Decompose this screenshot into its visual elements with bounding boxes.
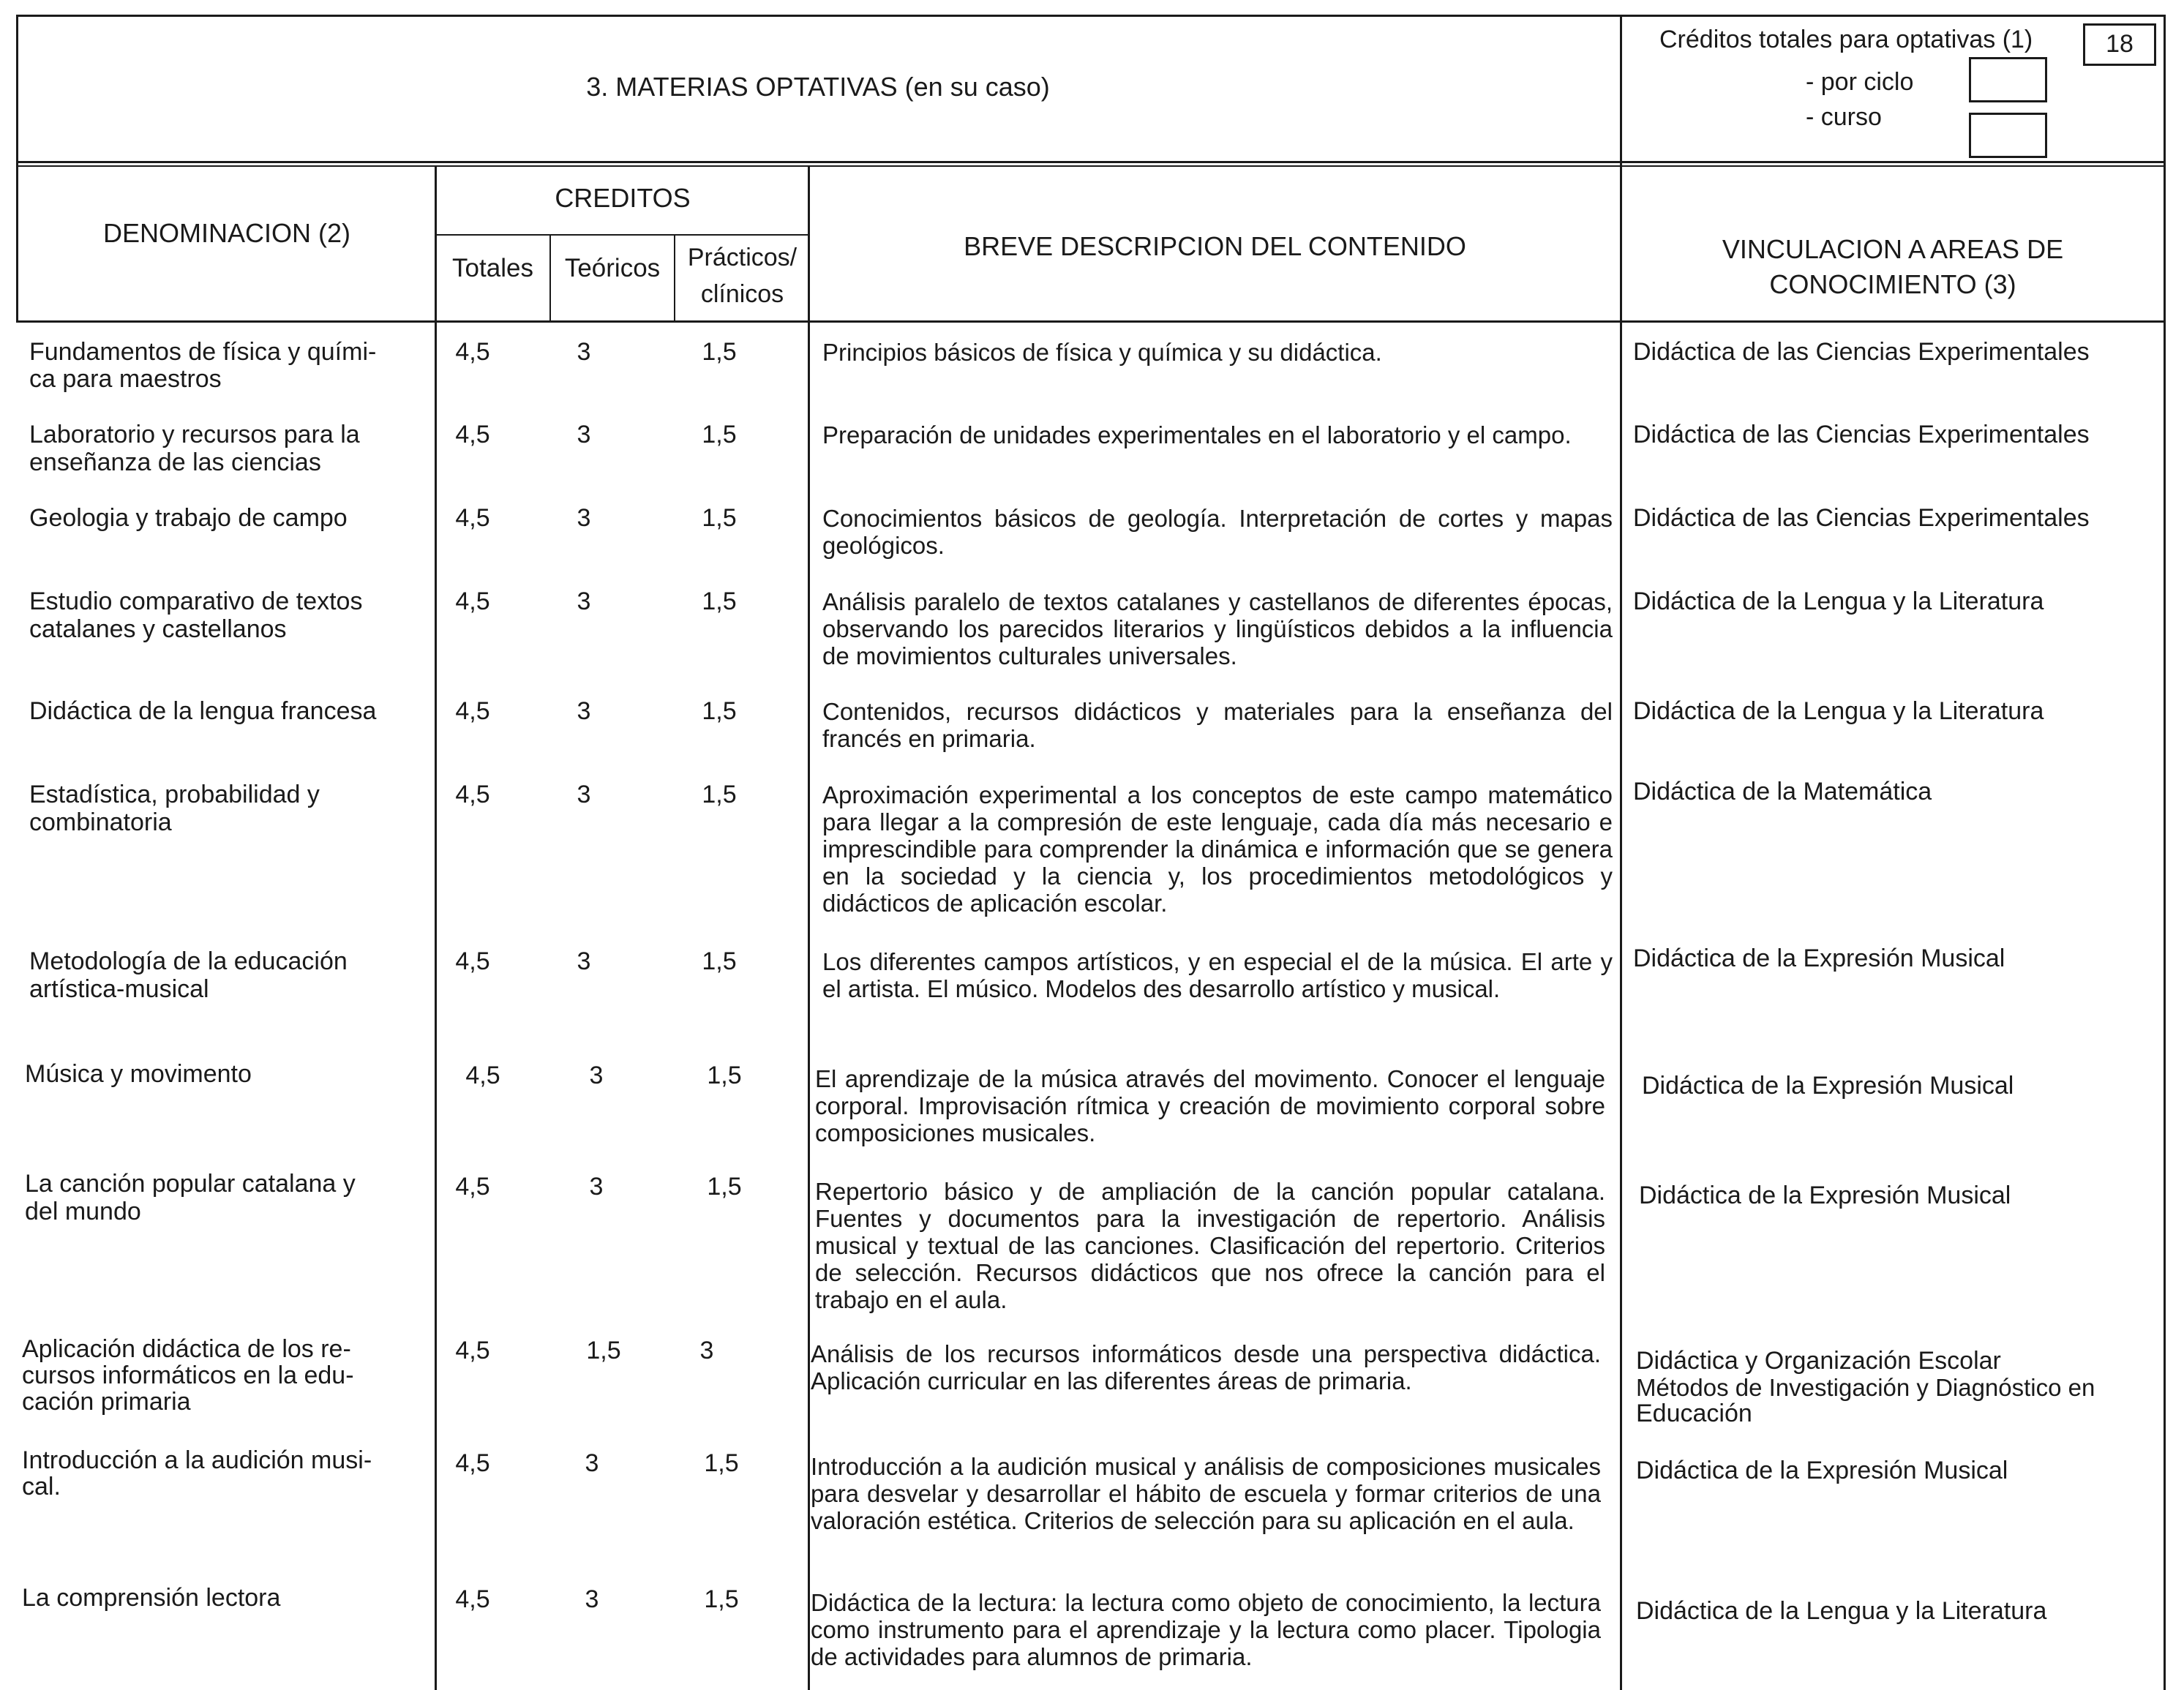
practicos-cell: 1,5 — [702, 504, 737, 532]
denominacion-line: Estudio comparativo de textos — [29, 587, 363, 615]
practicos-cell: 1,5 — [702, 338, 737, 366]
col-header-descripcion: BREVE DESCRIPCION DEL CONTENIDO — [964, 231, 1466, 261]
practicos-cell: 1,5 — [707, 1062, 742, 1089]
denominacion-line: Fundamentos de física y quími- — [29, 338, 377, 366]
col-desc-left — [808, 165, 810, 1690]
totales-cell: 4,5 — [455, 587, 490, 615]
vinculacion-line: Didáctica de la Lengua y la Literatura — [1633, 587, 2044, 615]
header-row-bottom — [16, 320, 2165, 323]
col-header-totales: Totales — [452, 254, 533, 282]
denominacion-line: cursos informáticos en la edu- — [22, 1362, 354, 1389]
denominacion-line: Geologia y trabajo de campo — [29, 504, 348, 532]
descripcion-cell: Principios básicos de física y química y su didáctica. — [822, 339, 1382, 366]
teoricos-cell: 3 — [589, 1173, 604, 1201]
col-header-clinicos: clínicos — [700, 280, 784, 308]
teoricos-cell: 3 — [577, 421, 591, 448]
denominacion-line: La comprensión lectora — [22, 1584, 281, 1612]
totales-cell: 4,5 — [455, 1337, 490, 1364]
totales-cell: 4,5 — [455, 1585, 490, 1613]
col-header-teoricos: Teóricos — [564, 254, 661, 282]
curso-box — [1969, 113, 2047, 158]
descripcion-cell: Análisis de los recursos informáticos desde una perspectiva didáctica. Aplicación curricular en las diferentes áreas de primaria. — [811, 1340, 1601, 1394]
por-ciclo-box — [1969, 57, 2047, 102]
practicos-cell: 1,5 — [702, 421, 737, 448]
denominacion-line: ca para maestros — [29, 365, 222, 393]
vinculacion-line: Didáctica de la Expresión Musical — [1642, 1072, 2014, 1100]
vinculacion-line: Didáctica de la Matemática — [1633, 778, 1932, 805]
teoricos-cell: 3 — [577, 587, 591, 615]
denominacion-line: Estadística, probabilidad y — [29, 781, 320, 808]
denominacion-line: enseñanza de las ciencias — [29, 448, 321, 476]
practicos-cell: 1,5 — [702, 697, 737, 725]
vinculacion-line: Didáctica de las Ciencias Experimentales — [1633, 421, 2090, 448]
frame-table-top — [16, 165, 2165, 167]
por-ciclo-label: - por ciclo — [1806, 68, 1914, 96]
creditos-totales-value: 18 — [2106, 30, 2134, 58]
totales-cell: 4,5 — [455, 781, 490, 808]
descripcion-cell: Preparación de unidades experimentales en el laboratorio y el campo. — [822, 421, 1572, 448]
teoricos-cell: 3 — [585, 1449, 599, 1477]
descripcion-cell: Introducción a la audición musical y análisis de composiciones musicales para desvelar y desarrollar el hábito de escuela y formar criterios de una valoración estética. Criterios de selección para su aplicación en el aula. — [811, 1453, 1601, 1534]
vinculacion-line: Didáctica de la Expresión Musical — [1633, 944, 2005, 972]
denominacion-line: artística-musical — [29, 975, 209, 1003]
descripcion-cell: Repertorio básico y de ampliación de la canción popular catalana. Fuentes y documentos para la investigación de repertorio. Análisis musical y textual de las canciones. Clasificación del repertorio. Criterios de selección. Recursos didácticos que nos ofrece la canción para el trabajo en el aula. — [815, 1178, 1605, 1313]
denominacion-line: La canción popular catalana y — [25, 1170, 356, 1198]
practicos-cell: 1,5 — [704, 1449, 739, 1477]
totales-cell: 4,5 — [455, 338, 490, 366]
col-header-denominacion: DENOMINACION (2) — [102, 218, 350, 248]
practicos-cell: 1,5 — [702, 587, 737, 615]
teoricos-cell: 3 — [589, 1062, 604, 1089]
totales-cell: 4,5 — [455, 1449, 490, 1477]
totales-cell: 4,5 — [455, 947, 490, 975]
teoricos-cell: 3 — [577, 697, 591, 725]
totales-cell: 4,5 — [455, 504, 490, 532]
descripcion-cell: Conocimientos básicos de geología. Interpretación de cortes y mapas geológicos. — [822, 505, 1613, 559]
denominacion-line: Laboratorio y recursos para la — [29, 421, 360, 448]
denominacion-line: catalanes y castellanos — [29, 615, 287, 643]
vinculacion-line: Didáctica y Organización Escolar — [1636, 1347, 2001, 1375]
descripcion-cell: El aprendizaje de la música através del movimento. Conocer el lenguaje corporal. Improvisación rítmica y creación de movimiento corporal sobre composiciones musicales. — [815, 1065, 1605, 1146]
descripcion-cell: Didáctica de la lectura: la lectura como objeto de conocimiento, la lectura como instrumento para el aprendizaje y la lectura como placer. Tipologia de actividades para alumnos de primaria. — [811, 1589, 1601, 1670]
vinculacion-line: Didáctica de las Ciencias Experimentales — [1633, 338, 2090, 366]
totales-cell: 4,5 — [455, 1173, 490, 1201]
col-header-practicos: Prácticos/ — [687, 244, 798, 271]
teoricos-cell: 3 — [577, 504, 591, 532]
totales-cell: 4,5 — [455, 421, 490, 448]
vinculacion-line: Didáctica de la Expresión Musical — [1639, 1182, 2011, 1209]
practicos-cell: 3 — [699, 1337, 714, 1364]
descripcion-cell: Análisis paralelo de textos catalanes y castellanos de diferentes épocas, observando los parecidos literarios y lingüísticos debidos a la influencia de movimientos culturales universales. — [822, 588, 1613, 669]
creditos-totales-label: Créditos totales para optativas (1) — [1659, 26, 2033, 53]
creditos-sub-line — [436, 234, 809, 236]
denominacion-line: combinatoria — [29, 808, 172, 836]
descripcion-cell: Aproximación experimental a los conceptos de este campo matemático para llegar a la compresión de este lenguaje, cada día más necesario e imprescindible para comprender la dinámica e información que se genera en la sociedad y la ciencia y, los procedimientos metodológicos y didácticos de aplicación escolar. — [822, 781, 1613, 917]
col-header-creditos: CREDITOS — [555, 183, 691, 213]
curso-label: - curso — [1806, 103, 1882, 131]
col-vinculacion-left — [1620, 15, 1622, 1690]
teoricos-cell: 3 — [585, 1585, 599, 1613]
frame-top — [16, 15, 2165, 17]
descripcion-cell: Los diferentes campos artísticos, y en especial el de la música. El arte y el artista. El músico. Modelos des desarrollo artístico y musical. — [822, 948, 1613, 1002]
denominacion-line: cal. — [22, 1473, 61, 1501]
denominacion-line: cación primaria — [22, 1388, 191, 1416]
vinculacion-line: Didáctica de la Expresión Musical — [1636, 1457, 2008, 1484]
vinculacion-line: Educación — [1636, 1400, 1752, 1427]
teoricos-cell: 1,5 — [586, 1337, 621, 1364]
denominacion-line: Introducción a la audición musi- — [22, 1446, 372, 1474]
teoricos-cell: 3 — [577, 781, 591, 808]
col-header-vinculacion-2: CONOCIMIENTO (3) — [1769, 269, 2016, 299]
totales-cell: 4,5 — [455, 697, 490, 725]
vinculacion-line: Métodos de Investigación y Diagnóstico en — [1636, 1374, 2095, 1401]
denominacion-line: Aplicación didáctica de los re- — [22, 1335, 351, 1363]
teoricos-cell: 3 — [577, 338, 591, 366]
vinculacion-line: Didáctica de la Lengua y la Literatura — [1633, 697, 2044, 725]
vinculacion-line: Didáctica de las Ciencias Experimentales — [1633, 504, 2090, 532]
denominacion-line: Metodología de la educación — [29, 947, 348, 975]
col-header-vinculacion-1: VINCULACION A AREAS DE — [1722, 234, 2064, 264]
frame-right — [2164, 15, 2166, 1690]
denominacion-line: Música y movimento — [25, 1060, 252, 1088]
section-title: 3. MATERIAS OPTATIVAS (en su caso) — [586, 72, 1050, 102]
denominacion-line: del mundo — [25, 1198, 141, 1225]
practicos-cell: 1,5 — [702, 781, 737, 808]
practicos-cell: 1,5 — [707, 1173, 742, 1201]
totales-cell: 4,5 — [465, 1062, 500, 1089]
practicos-cell: 1,5 — [702, 947, 737, 975]
frame-header-bottom — [16, 161, 2165, 163]
vinculacion-line: Didáctica de la Lengua y la Literatura — [1636, 1597, 2047, 1625]
denominacion-line: Didáctica de la lengua francesa — [29, 697, 377, 725]
practicos-cell: 1,5 — [704, 1585, 739, 1613]
teoricos-cell: 3 — [577, 947, 591, 975]
descripcion-cell: Contenidos, recursos didácticos y materiales para la enseñanza del francés en primaria. — [822, 698, 1613, 752]
frame-left — [16, 15, 18, 322]
